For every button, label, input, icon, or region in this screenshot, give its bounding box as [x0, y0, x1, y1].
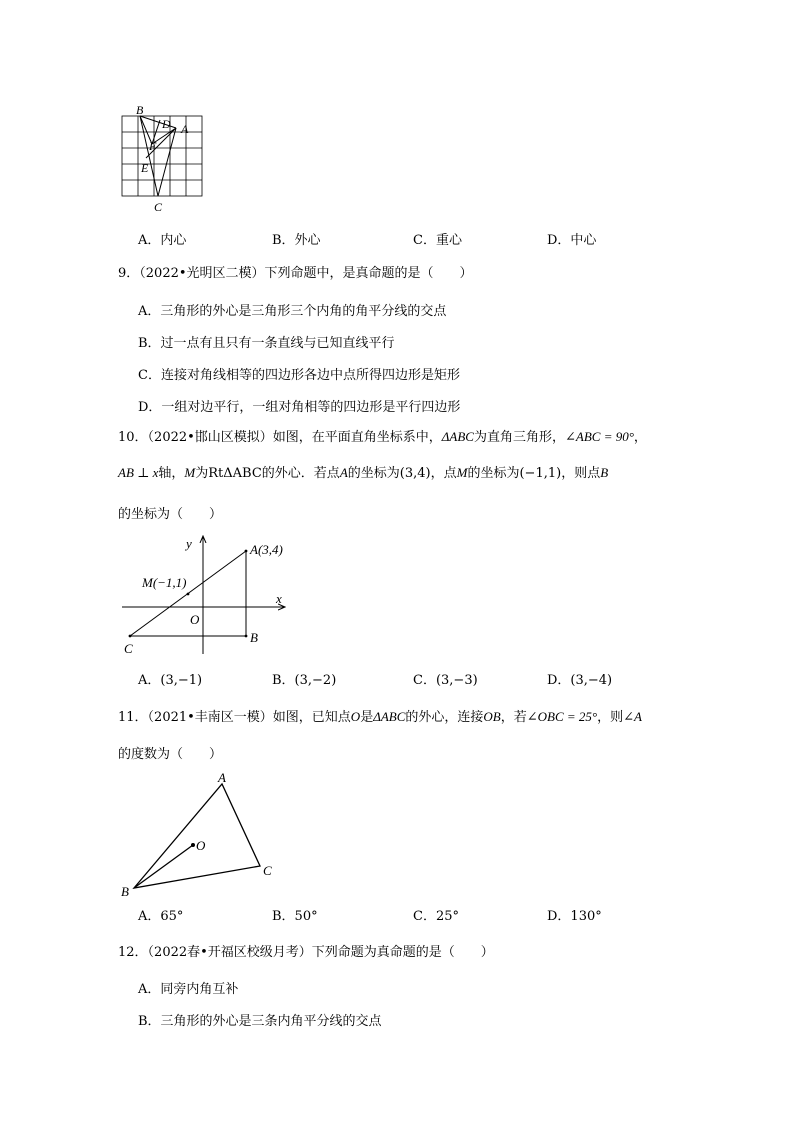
q11-stem-line2: 的度数为（ ） — [118, 747, 223, 762]
q8-label-f: F — [149, 139, 157, 153]
q10-option-b[interactable]: B．(3,−2) — [272, 673, 337, 688]
q12-option-b[interactable]: B．三角形的外心是三条内角平分线的交点 — [138, 1014, 382, 1029]
q8-label-e: E — [141, 161, 149, 175]
q10-option-d[interactable]: D．(3,−4) — [547, 673, 613, 688]
q11-label-c: C — [263, 863, 272, 878]
q12-stem: 12．（2022春•开福区校级月考）下列命题为真命题的是（ ） — [118, 945, 494, 960]
q10-option-a[interactable]: A．(3,−1) — [138, 673, 203, 688]
q8-option-c[interactable]: C．重心 — [413, 233, 462, 248]
q10-label-m: M(−1,1) — [142, 575, 187, 590]
q8-option-a[interactable]: A．内心 — [138, 233, 187, 248]
q9-option-d[interactable]: D．一组对边平行，一组对角相等的四边形是平行四边形 — [138, 400, 461, 415]
q11-option-b[interactable]: B．50° — [272, 909, 318, 924]
q8-option-b[interactable]: B．外心 — [272, 233, 321, 248]
q11-option-a[interactable]: A．65° — [138, 909, 184, 924]
q11-label-a: A — [218, 770, 226, 785]
q9-stem: 9．（2022•光明区二模）下列命题中，是真命题的是（ ） — [118, 266, 473, 281]
q10-stem-line2: AB ⊥ x轴，M为RtΔABC的外心．若点A的坐标为(3,4)，点M的坐标为(−1,1)，则点B — [118, 465, 609, 481]
q11-label-o: O — [196, 838, 206, 853]
q8-label-c: C — [154, 200, 163, 214]
q8-option-d[interactable]: D．中心 — [547, 233, 597, 248]
q10-stem-line1: 10．（2022•邯山区模拟）如图，在平面直角坐标系中，ΔABC为直角三角形，∠ABC = 90°， — [118, 429, 647, 445]
q8-grid-figure — [118, 100, 208, 220]
q11-option-c[interactable]: C．25° — [413, 909, 459, 924]
q11-label-b: B — [121, 884, 129, 899]
q11-option-d[interactable]: D．130° — [547, 909, 602, 924]
q10-coordinate-figure — [118, 532, 298, 656]
q10-label-x: x — [276, 591, 282, 606]
q10-label-a: A(3,4) — [250, 542, 283, 557]
q9-option-c[interactable]: C．连接对角线相等的四边形各边中点所得四边形是矩形 — [138, 368, 460, 383]
q8-label-d: D — [162, 117, 171, 131]
q11-stem-line1: 11．（2021•丰南区一模）如图，已知点O是ΔABC的外心，连接OB，若∠OBC = 25°，则∠A — [118, 709, 642, 725]
q12-option-a[interactable]: A．同旁内角互补 — [138, 982, 239, 997]
q9-option-a[interactable]: A．三角形的外心是三角形三个内角的角平分线的交点 — [138, 304, 447, 319]
q9-option-b[interactable]: B．过一点有且只有一条直线与已知直线平行 — [138, 336, 395, 351]
q11-triangle-figure — [118, 770, 288, 900]
q10-stem-line3: 的坐标为（ ） — [118, 507, 223, 522]
q10-label-c: C — [124, 641, 133, 656]
q10-label-b: B — [250, 630, 258, 645]
q8-label-a: A — [181, 122, 189, 136]
q10-label-o: O — [190, 612, 200, 627]
q10-label-y: y — [186, 536, 192, 551]
q8-label-b: B — [136, 103, 144, 117]
q10-option-c[interactable]: C．(3,−3) — [413, 673, 478, 688]
